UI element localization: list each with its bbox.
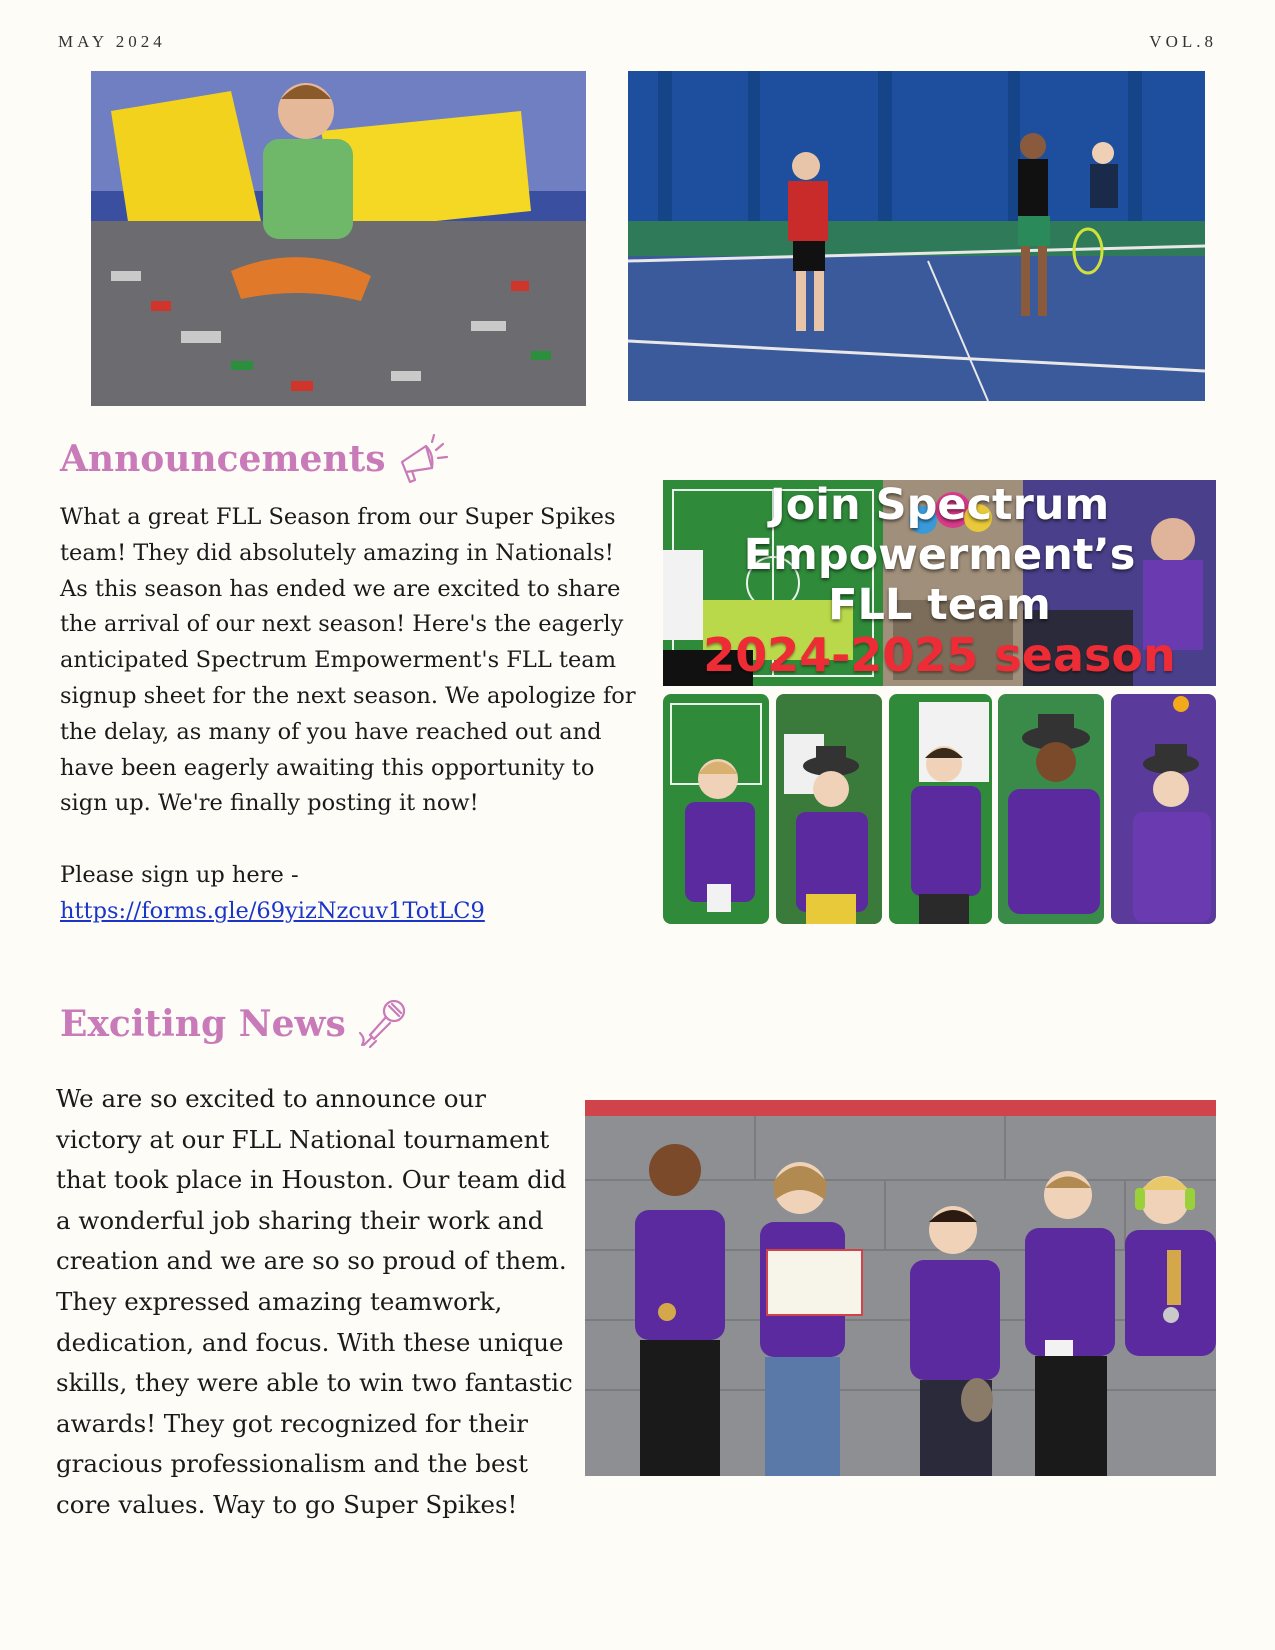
flyer-kid-photo [1111, 694, 1216, 924]
flyer-title-line2: Empowerment’s [743, 530, 1136, 580]
announcements-title: Announcements [60, 438, 386, 480]
news-heading [60, 997, 410, 1051]
announcements-heading [60, 432, 450, 486]
flyer-title-line1: Join Spectrum [769, 480, 1110, 530]
newsletter-date: MAY 2024 [58, 32, 166, 51]
flyer-kid-photo [998, 694, 1104, 924]
fll-signup-flyer [663, 480, 1216, 924]
announcements-body: What a great FLL Season from our Super Spikes team! They did absolutely amazing in Nationals! As this season has ended we are excited to share the arrival of our next season! Here's the eagerly anticipated Spectrum Empowerment's FLL team signup sheet for the next season. We apologize for the delay, as many of you have reached out and have been eagerly awaiting this opportunity to sign up. We're finally posting it now! [60, 504, 636, 817]
news-body: We are so excited to announce our victory at our FLL National tournament that took place in Houston. Our team did a wonderful job sharing their work and creation and we are so so proud of them. They expressed amazing teamwork, dedication, and focus. With these unique skills, they were able to win two fantastic awards! They got recognized for their gracious professionalism and the best core values. Way to go Super Spikes! [56, 1084, 573, 1519]
flyer-banner [663, 480, 1216, 686]
tennis-photo [628, 71, 1205, 401]
newsletter-volume: VOL.8 [1149, 32, 1217, 51]
news-title: Exciting News [60, 1003, 346, 1045]
flyer-kid-photo [776, 694, 882, 924]
signup-label: Please sign up here - [60, 862, 299, 888]
flyer-kid-photo [889, 694, 992, 924]
flyer-kid-photo [663, 694, 769, 924]
signup-link[interactable]: https://forms.gle/69yizNzcuv1TotLC9 [60, 897, 485, 924]
signup-block [60, 858, 640, 930]
flyer-title-line3: FLL team [828, 580, 1051, 630]
lego-play-photo [91, 71, 586, 406]
flyer-title [663, 480, 1216, 680]
microphone-icon [356, 997, 410, 1051]
team-award-photo [585, 1100, 1216, 1476]
flyer-season: 2024-2025 season [703, 628, 1176, 682]
megaphone-icon [396, 432, 450, 486]
